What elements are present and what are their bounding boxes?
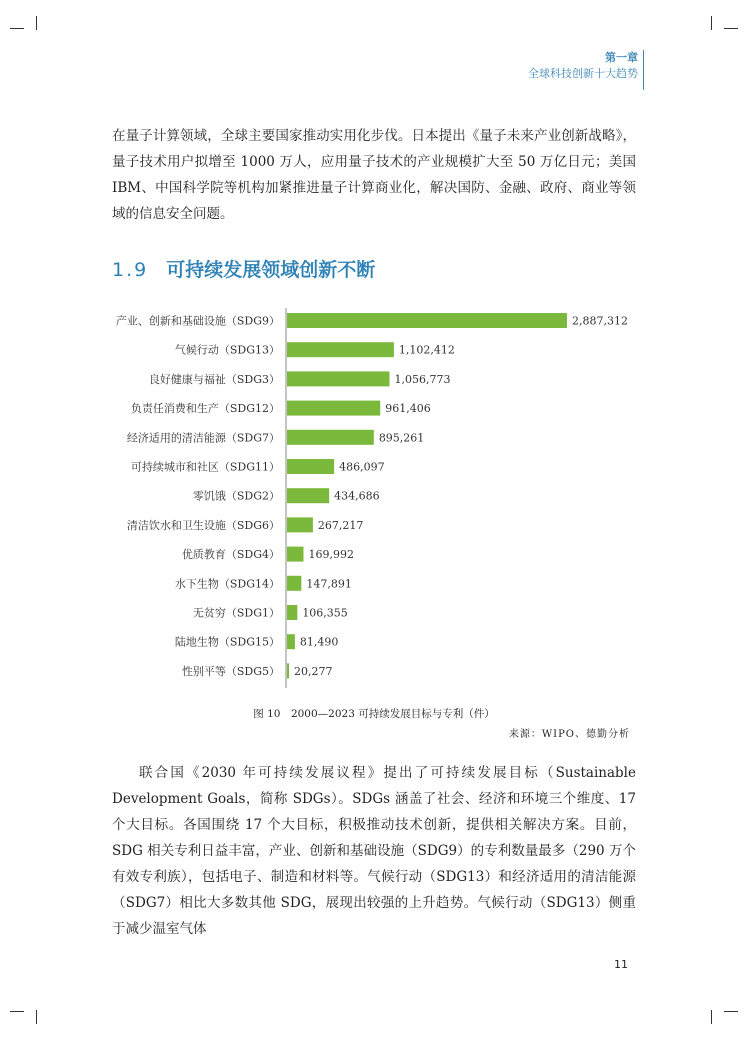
category-label: 负责任消费和生产（SDG12） [130, 402, 280, 416]
bar [287, 576, 301, 591]
bar [287, 459, 334, 474]
value-label: 106,355 [302, 606, 348, 620]
value-label: 2,887,312 [572, 314, 628, 328]
bar [287, 371, 389, 386]
intro-paragraph: 在量子计算领域，全球主要国家推动实用化步伐。日本提出《量子未来产业创新战略》，量子技术用户拟增至 1000 万人，应用量子技术的产业规模扩大至 50 万亿日元；美国 IBM、中国科学院等机构加紧推进量子计算商业化，解决国防、金融、政府、商业等领域的信息安全问题。 [112, 128, 636, 222]
value-label: 267,217 [317, 518, 364, 532]
category-label: 经济适用的清洁能源（SDG7） [126, 431, 280, 445]
bar [287, 342, 394, 357]
figure-caption: 图 10 2000—2023 可持续发展目标与专利（件） [253, 708, 495, 720]
crop-mark [10, 1011, 24, 1012]
section-title: 可持续发展领域创新不断 [166, 259, 376, 281]
crop-mark [711, 1010, 712, 1024]
category-label: 良好健康与福祉（SDG3） [148, 372, 280, 386]
bar [287, 605, 297, 620]
sdg-patent-bar-chart [100, 308, 660, 688]
category-label: 水下生物（SDG14） [174, 577, 280, 591]
category-label: 优质教育（SDG4） [181, 548, 280, 562]
crop-mark [724, 1011, 738, 1012]
bar [287, 547, 303, 562]
bar [287, 488, 329, 503]
bar [287, 663, 289, 678]
crop-mark [10, 28, 24, 29]
category-label: 陆地生物（SDG15） [174, 635, 280, 649]
category-label: 产业、创新和基础设施（SDG9） [115, 314, 280, 328]
category-label: 无贫穷（SDG1） [192, 606, 280, 620]
header-divider [643, 50, 644, 90]
value-label: 895,261 [378, 431, 425, 445]
section-heading [112, 255, 375, 282]
bar [287, 430, 374, 445]
crop-mark [711, 16, 712, 30]
value-label: 486,097 [339, 460, 385, 474]
bar [287, 401, 380, 416]
section-number: 1.9 [112, 259, 149, 281]
category-label: 清洁饮水和卫生设施（SDG6） [126, 518, 280, 532]
body-paragraph: 联合国《2030 年可持续发展议程》提出了可持续发展目标（Sustainable Development Goals，简称 SDGs）。SDGs 涵盖了社会、经济和环境三个维度、17 个大目标。各国围绕 17 个大目标，积极推动技术创新，提供相关解决方案。目前，SDG 相关专利日益丰富，产业、创新和基础设施（SDG9）的专利数量最多（290 万个有效专利族），包括电子、制造和材料等。气候行动（SDG13）和经济适用的清洁能源（SDG7）相比大多数其他 SDG，展现出较强的上升趋势。气候行动（SDG13）侧重于减少温室气体 [112, 765, 636, 937]
value-label: 961,406 [385, 402, 431, 416]
category-label: 零饥饿（SDG2） [192, 489, 280, 503]
bar [287, 313, 567, 328]
value-label: 1,056,773 [394, 372, 451, 386]
figure-source: 来源：WIPO、德勤分析 [508, 729, 630, 740]
value-label: 81,490 [299, 635, 339, 649]
value-label: 147,891 [306, 577, 352, 591]
page-number: 11 [614, 958, 628, 971]
crop-mark [724, 28, 738, 29]
bar [287, 634, 295, 649]
value-label: 20,277 [294, 664, 333, 678]
running-header [528, 50, 638, 82]
value-label: 169,992 [308, 548, 354, 562]
value-label: 1,102,412 [398, 343, 455, 357]
crop-mark [36, 16, 37, 30]
category-label: 气候行动（SDG13） [174, 343, 280, 357]
chapter-title: 全球科技创新十大趋势 [528, 67, 638, 80]
crop-mark [36, 1010, 37, 1024]
chapter-label: 第一章 [605, 51, 638, 64]
value-label: 434,686 [334, 489, 380, 503]
category-label: 性别平等（SDG5） [181, 664, 280, 678]
bar [287, 517, 313, 532]
category-label: 可持续城市和社区（SDG11） [130, 460, 280, 474]
